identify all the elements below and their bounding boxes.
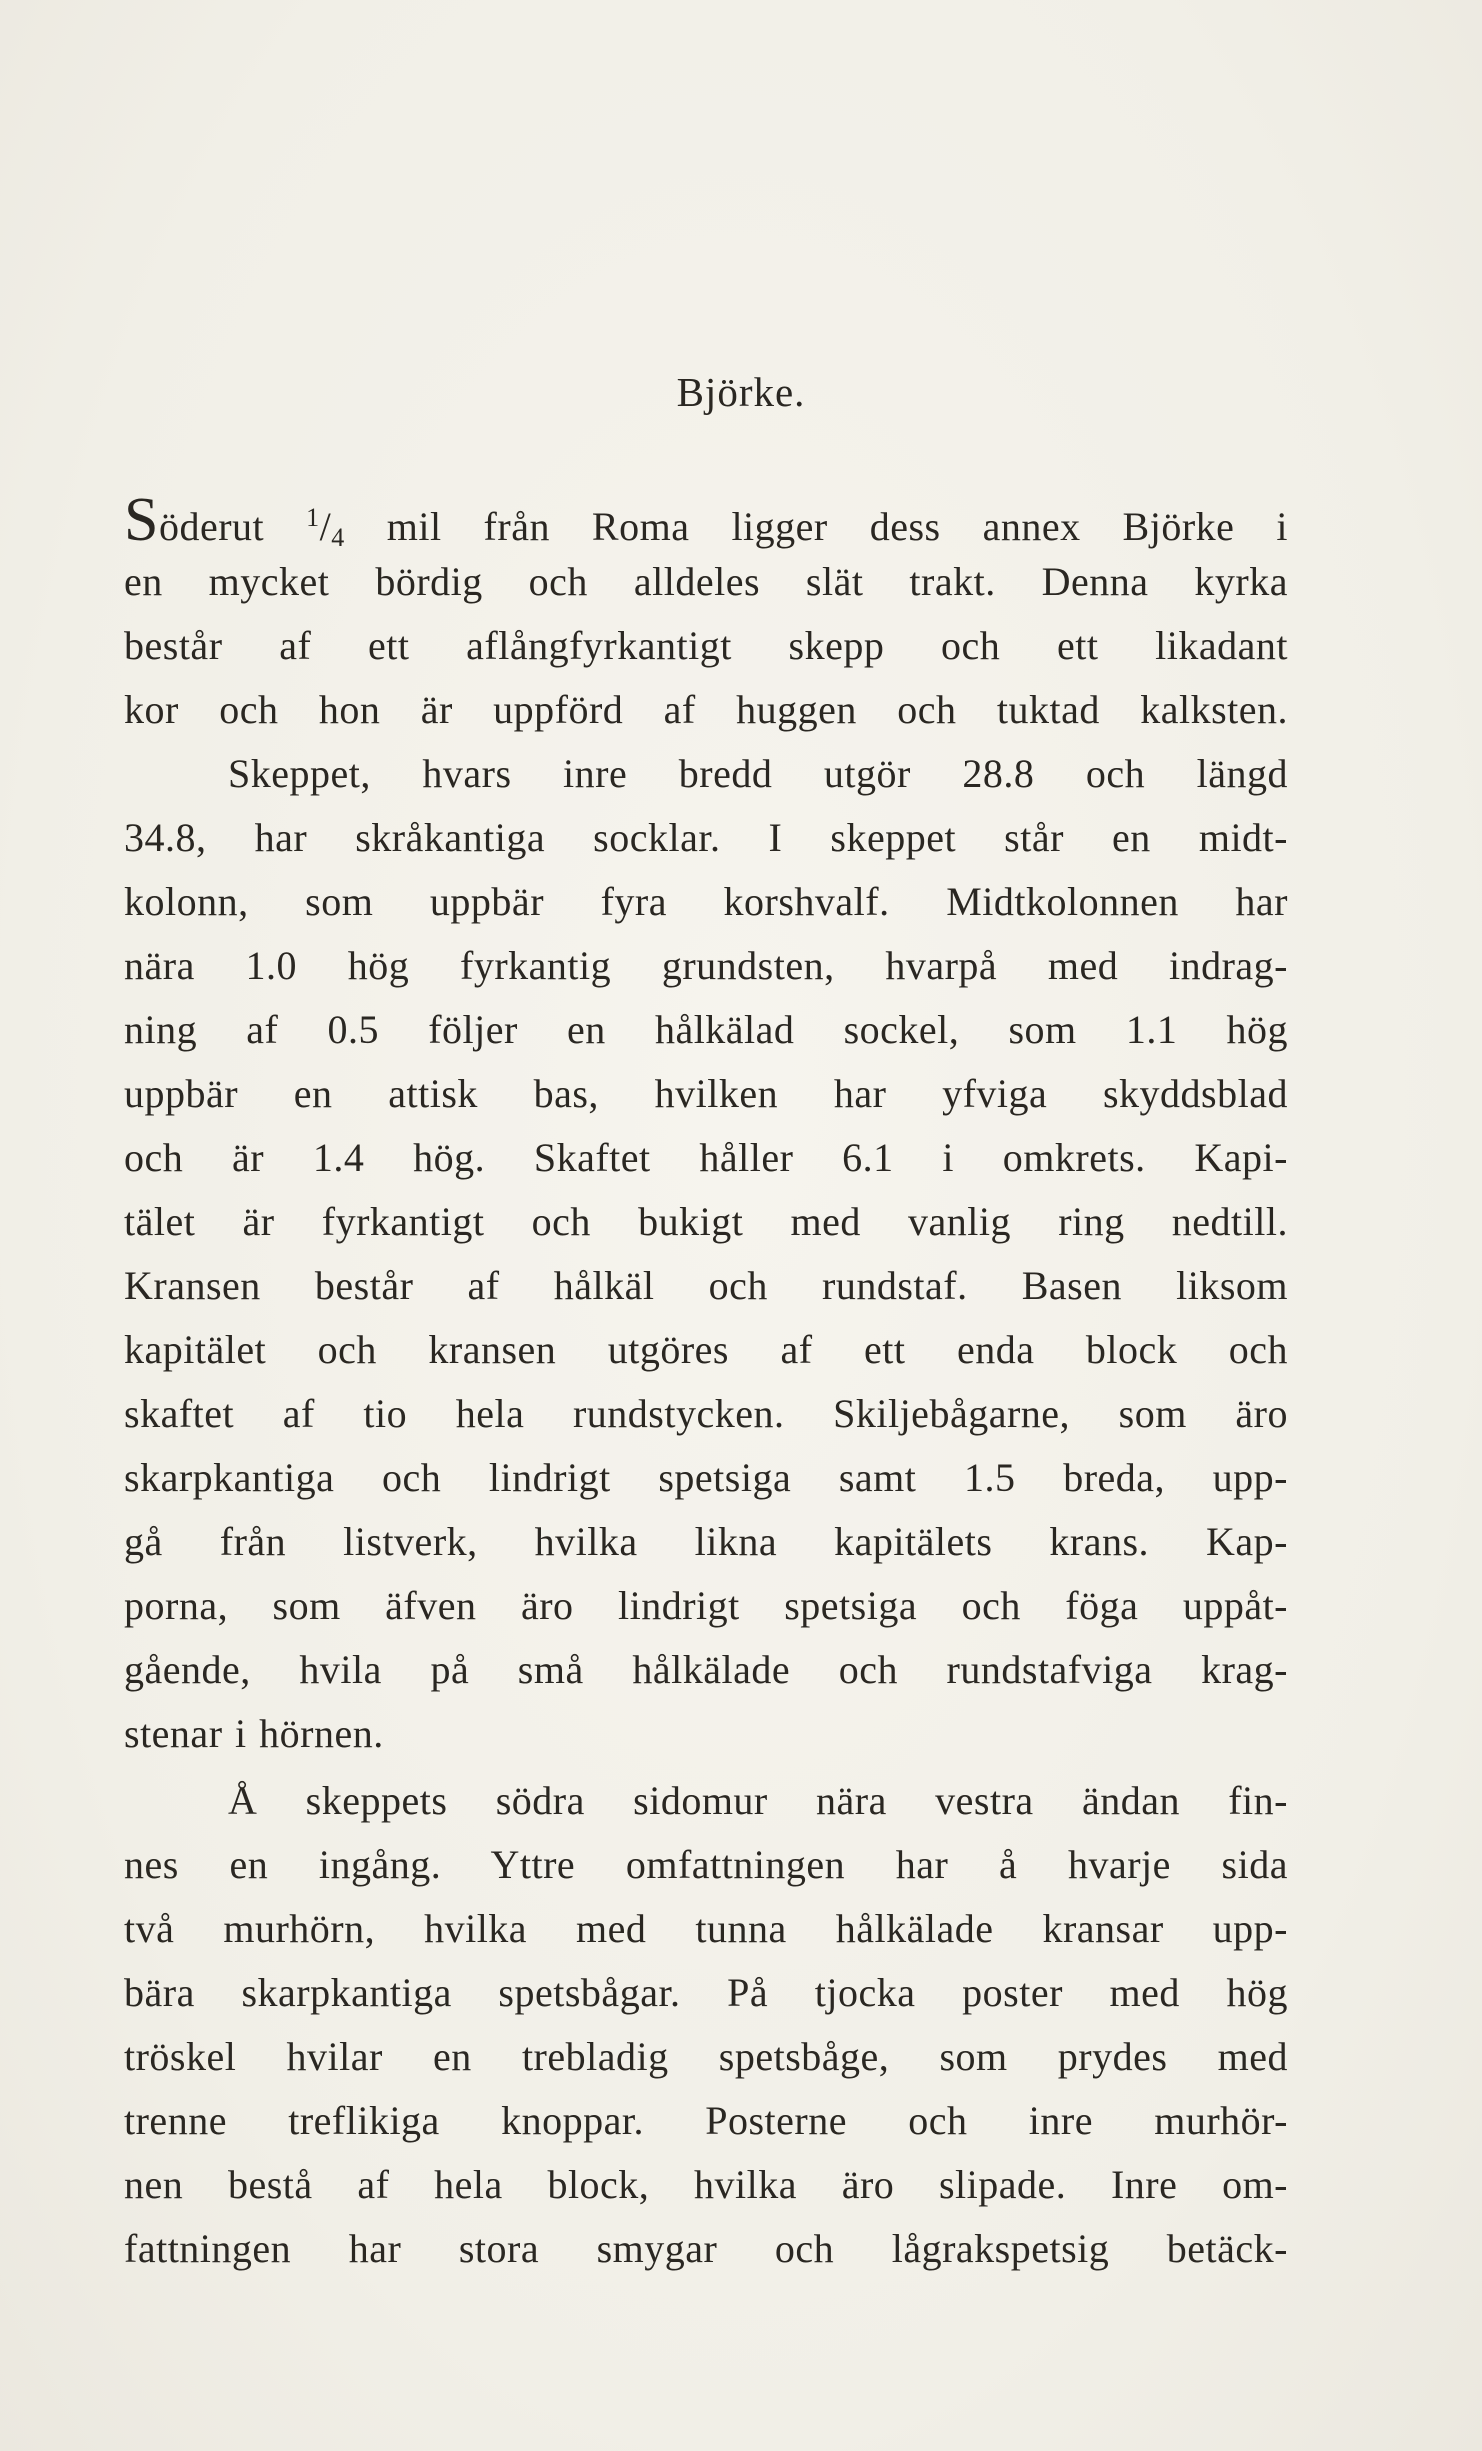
text-line: består af ett aflångfyrkantigt skepp och ett likadant <box>124 623 1288 668</box>
text-line: trenne treflikiga knoppar. Posterne och inre murhör- <box>124 2098 1288 2143</box>
drop-cap: S <box>124 486 159 554</box>
text-line: fattningen har stora smygar och lågrakspetsig betäck- <box>124 2226 1288 2271</box>
text-line: bära skarpkantiga spetsbågar. På tjocka poster med hög <box>124 1970 1288 2015</box>
text-line: ning af 0.5 följer en hålkälad sockel, som 1.1 hög <box>124 1007 1288 1052</box>
text-line: en mycket bördig och alldeles slät trakt. Denna kyrka <box>124 559 1288 604</box>
text-line: nära 1.0 hög fyrkantig grundsten, hvarpå med indrag- <box>124 943 1288 988</box>
text-line: Söderut $^1$/4 mil från Roma ligger dess annex Björke i <box>124 486 1289 554</box>
text-line: kolonn, som uppbär fyra korshvalf. Midtkolonnen har <box>124 879 1288 924</box>
text-line: uppbär en attisk bas, hvilken har yfviga skyddsblad <box>124 1071 1288 1116</box>
text-line: två murhörn, hvilka med tunna hålkälade kransar upp- <box>124 1906 1288 1951</box>
text-line: Å skeppets södra sidomur nära vestra ändan fin- <box>228 1778 1288 1823</box>
text-line: stenar i hörnen. <box>124 1711 384 1756</box>
text-line: skarpkantiga och lindrigt spetsiga samt 1.5 breda, upp- <box>124 1455 1288 1500</box>
fraction-denominator: 4 <box>331 523 345 552</box>
text-line: tröskel hvilar en trebladig spetsbåge, som prydes med <box>124 2034 1288 2079</box>
text-line: kapitälet och kransen utgöres af ett enda block och <box>124 1327 1288 1372</box>
text-line: nen bestå af hela block, hvilka äro slipade. Inre om- <box>124 2162 1288 2207</box>
text-line: nes en ingång. Yttre omfattningen har å hvarje sida <box>124 1842 1288 1887</box>
text-line: gående, hvila på små hålkälade och rundstafviga krag- <box>124 1647 1288 1692</box>
page-heading: Björke. <box>676 369 806 415</box>
text-line: skaftet af tio hela rundstycken. Skiljebågarne, som äro <box>124 1391 1288 1436</box>
text-line: gå från listverk, hvilka likna kapitälets krans. Kap- <box>124 1519 1288 1564</box>
text-line: 34.8, har skråkantiga socklar. I skeppet står en midt- <box>124 815 1288 860</box>
text-line: tälet är fyrkantigt och bukigt med vanlig ring nedtill. <box>124 1199 1288 1244</box>
text-line: kor och hon är uppförd af huggen och tuktad kalksten. <box>124 687 1288 732</box>
text-line: Skeppet, hvars inre bredd utgör 28.8 och längd <box>228 751 1288 796</box>
text-line: Kransen består af hålkäl och rundstaf. Basen liksom <box>124 1263 1288 1308</box>
fraction-numerator: 1 <box>306 503 320 532</box>
fraction-slash: / <box>319 504 332 549</box>
text-line: porna, som äfven äro lindrigt spetsiga och föga uppåt- <box>124 1583 1288 1628</box>
text-line: och är 1.4 hög. Skaftet håller 6.1 i omkrets. Kapi- <box>124 1135 1288 1180</box>
